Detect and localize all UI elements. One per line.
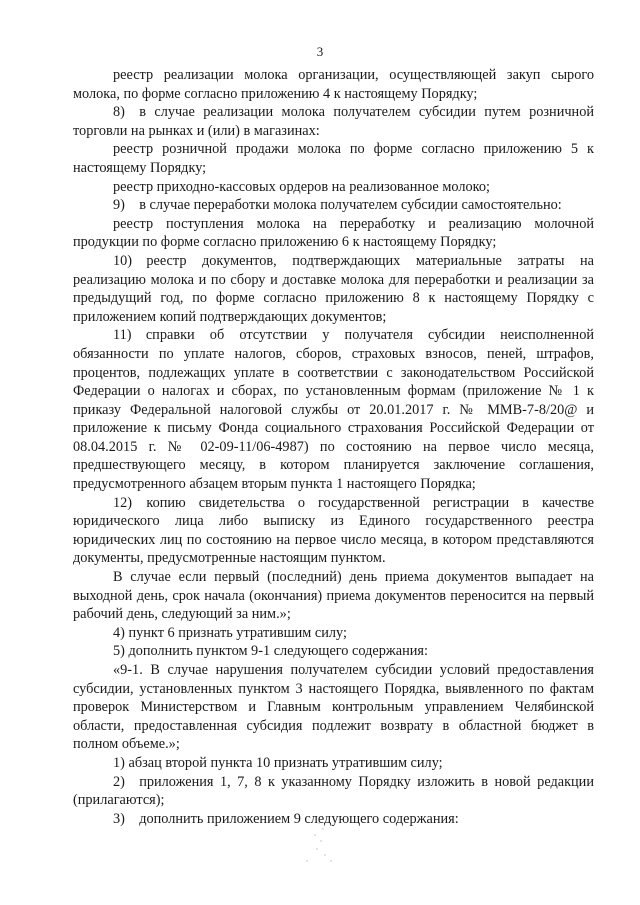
paragraph-item-9: 9) в случае переработки молока получателем субсидии самостоятельно: bbox=[113, 197, 562, 214]
paragraph-registry-processing: реестр поступления молока на переработку и реализацию молочной продукции по форме согласно приложению 6 к настоящему Порядку; bbox=[73, 215, 594, 251]
document-body bbox=[73, 66, 594, 828]
paragraph-amendment-2: 2) приложения 1, 7, 8 к указанному Порядку изложить в новой редакции (прилагаются); bbox=[73, 773, 594, 809]
paragraph-registry-cash-orders: реестр приходно-кассовых ордеров на реализованное молоко; bbox=[113, 178, 490, 195]
paragraph-amendment-5: 5) дополнить пунктом 9-1 следующего содержания: bbox=[113, 643, 428, 660]
paragraph-item-10: 10) реестр документов, подтверждающих материальные затраты на реализацию молока и по сбору и доставке молока для переработки и реализации за предыдущий год, по форме согласно приложению 8 к настоящему Порядку с приложением копий подтверждающих документов; bbox=[73, 252, 594, 325]
paragraph-registry-purchase: реестр реализации молока организации, осуществляющей закуп сырого молока, по форме согласно приложению 4 к настоящему Порядку; bbox=[73, 67, 594, 102]
paragraph-amendment-3: 3) дополнить приложением 9 следующего содержания: bbox=[113, 810, 459, 827]
paragraph-item-8: 8) в случае реализации молока получателем субсидии путем розничной торговли на рынках и (или) в магазинах: bbox=[73, 104, 594, 139]
paragraph-point-9-1: «9-1. В случае нарушения получателем субсидии условий предоставления субсидии, установленных пунктом 3 настоящего Порядка, выявленного по фактам проверок Министерством и Главным контрольным управлением Челябинской области, предоставленная субсидия подлежит возврату в областной бюджет в полном объеме.»; bbox=[73, 662, 594, 753]
paragraph-amendment-4: 4) пункт 6 признать утратившим силу; bbox=[113, 624, 347, 641]
paragraph-registry-retail: реестр розничной продажи молока по форме согласно приложению 5 к настоящему Порядку; bbox=[73, 141, 594, 176]
paragraph-item-11: 11) справки об отсутствии у получателя субсидии неисполненной обязанности по уплате налогов, сборов, страховых взносов, пеней, штрафов, процентов, подлежащих уплате в соответствии с законодательством Российской Федерации о налогах и сборах, по установленным формам (приложение № 1 к приказу Федеральной налоговой службы от 20.01.2017 г. № ММВ-7-8/20@ и приложение к письму Фонда социального страхования Российской Федерации от 08.04.2015 г. № 02-09-11/06-4987) по состоянию на первое число месяца, предшествующего месяцу, в котором планируется заключение соглашения, предусмотренного абзацем вторым пункта 1 настоящего Порядка; bbox=[73, 327, 594, 493]
faint-stamp-mark bbox=[300, 818, 340, 866]
paragraph-holiday-rule: В случае если первый (последний) день приема документов выпадает на выходной день, срок начала (окончания) приема документов переносится на первый рабочий день, следующий за ним.»; bbox=[73, 569, 594, 623]
page-number: 3 bbox=[316, 44, 324, 59]
paragraph-item-12: 12) копию свидетельства о государственной регистрации в качестве юридического лица либо выписку из Единого государственного реестра юридических лиц по состоянию на первое число месяца, в котором представляются документы, предусмотренные настоящим пунктом. bbox=[73, 494, 594, 567]
paragraph-amendment-1: 1) абзац второй пункта 10 признать утратившим силу; bbox=[113, 754, 443, 771]
